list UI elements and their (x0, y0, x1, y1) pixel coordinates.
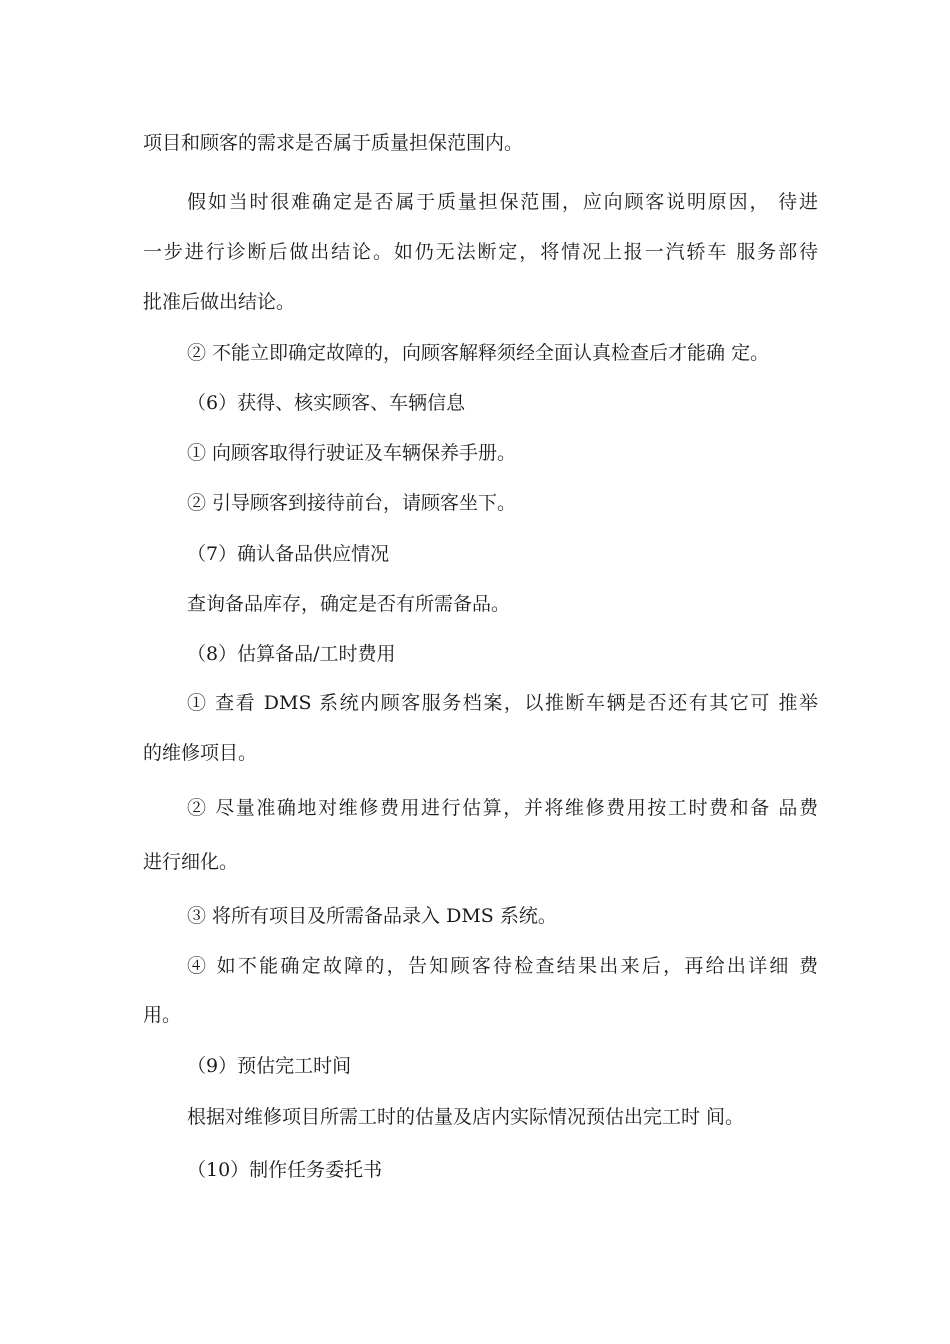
list-item: ② 尽量准确地对维修费用进行估算，并将维修费用按工时费和备 品费 (187, 797, 818, 819)
list-item: ① 查看 DMS 系统内顾客服务档案，以推断车辆是否还有其它可 推举 (187, 692, 818, 714)
paragraph-line: 查询备品库存，确定是否有所需备品。 (187, 593, 511, 615)
paragraph-line: 的维修项目。 (143, 742, 258, 764)
section-heading: （9）预估完工时间 (187, 1055, 352, 1077)
paragraph-line: 用。 (143, 1004, 182, 1026)
section-heading: （10）制作任务委托书 (187, 1159, 383, 1181)
paragraph-line: 进行细化。 (143, 851, 239, 873)
list-item: ② 不能立即确定故障的，向顾客解释须经全面认真检查后才能确 定。 (187, 342, 770, 364)
section-heading: （6）获得、核实顾客、车辆信息 (187, 392, 466, 414)
paragraph-line: 根据对维修项目所需工时的估量及店内实际情况预估出完工时 间。 (187, 1106, 745, 1128)
paragraph-line: 项目和顾客的需求是否属于质量担保范围内。 (143, 132, 524, 154)
paragraph-line: 批准后做出结论。 (143, 291, 296, 313)
paragraph-line: 一步进行诊断后做出结论。如仍无法断定，将情况上报一汽轿车 服务部待 (143, 241, 818, 263)
section-heading: （8）估算备品/工时费用 (187, 643, 396, 665)
list-item: ② 引导顾客到接待前台，请顾客坐下。 (187, 492, 517, 514)
paragraph-line: 假如当时很难确定是否属于质量担保范围，应向顾客说明原因， 待进 (187, 191, 818, 213)
list-item: ④ 如不能确定故障的，告知顾客待检查结果出来后，再给出详细 费 (187, 955, 818, 977)
list-item: ① 向顾客取得行驶证及车辆保养手册。 (187, 442, 517, 464)
section-heading: （7）确认备品供应情况 (187, 543, 390, 565)
list-item: ③ 将所有项目及所需备品录入 DMS 系统。 (187, 905, 557, 927)
